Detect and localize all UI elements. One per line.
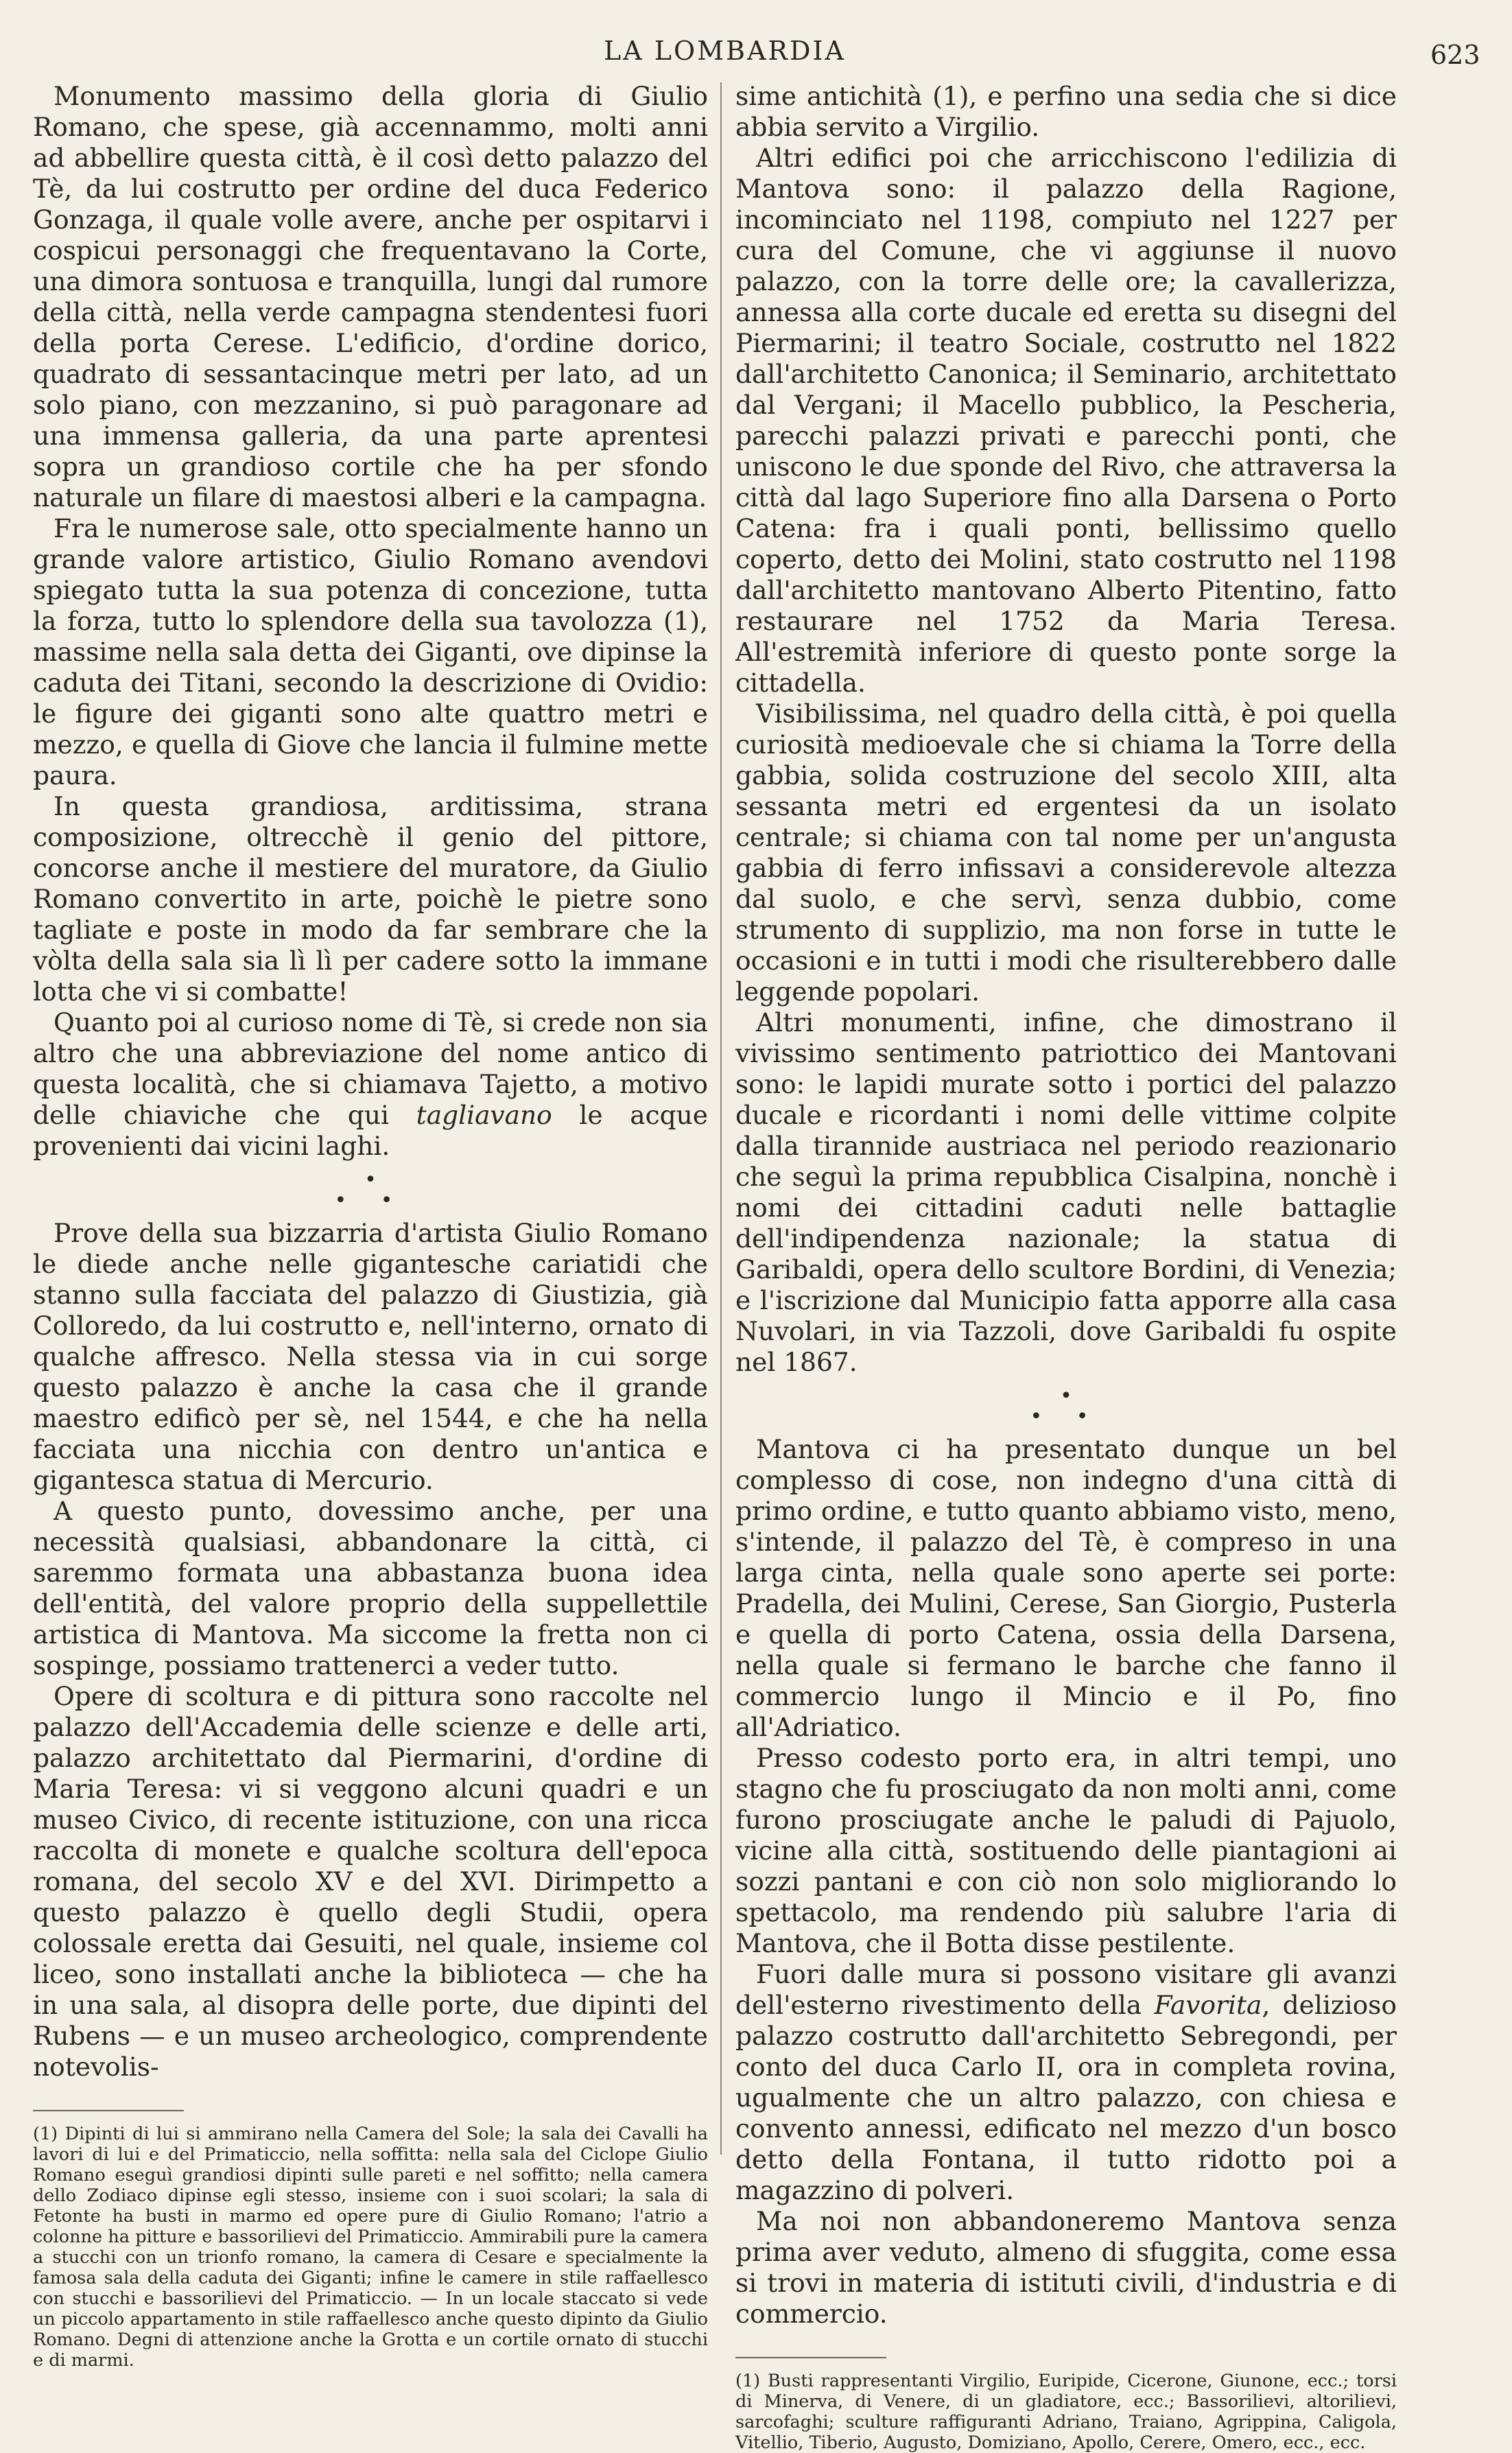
paragraph: Fra le numerose sale, otto specialmente hanno un grande valore artistico, Giulio Romano avendovi spiegato tutta la sua potenza di concezione, tutta la forza, tutto lo splendore della sua tavolozza (1), massime nella sala detta dei Giganti, ove dipinse la caduta dei Titani, secondo la descrizione di Ovidio: le figure dei giganti sono alte quattro metri e mezzo, e quella di Giove che lancia il fulmine mette paura. [33, 513, 708, 790]
footnote-rule [33, 2110, 184, 2111]
right-column [735, 81, 1397, 2453]
ornament-bottom: • • [334, 1188, 407, 1212]
paragraph-text: , delizioso palazzo costrutto dall'architetto Sebregondi, per conto del duca Carlo II, ora in completa rovina, ugualmente che un altro palazzo, con chiesa e convento annessi, edificato nel mezzo d'un bosco detto della Fontana, il tutto ridotto poi a magazzino di polveri. [735, 1990, 1397, 2205]
footnote: (1) Busti rappresentanti Virgilio, Euripide, Cicerone, Giunone, ecc.; torsi di Minerva, di Venere, di un gladiatore, ecc.; Bassorilievi, altorilievi, sarcofaghi; sculture raffiguranti Adriano, Traiano, Agrippina, Caligola, Vitellio, Tiberio, Augusto, Domiziano, Apollo, Cerere, Omero, ecc., ecc. [735, 2371, 1397, 2453]
page-number: 623 [1430, 40, 1480, 70]
paragraph: sime antichità (1), e perfino una sedia che si dice abbia servito a Virgilio. [735, 81, 1397, 142]
footnote-rule [735, 2357, 886, 2358]
paragraph: Mantova ci ha presentato dunque un bel complesso di cose, non indegno d'una città di primo ordine, e tutto quanto abbiamo visto, meno, s'intende, il palazzo del Tè, è compreso in una larga cinta, nella quale sono aperte sei porte: Pradella, dei Mulini, Cerese, San Giorgio, Pusterla e quella di porto Catena, ossia della Darsena, nella quale si fermano le barche che fanno il commercio lungo il Mincio e il Po, fino all'Adriatico. [735, 1434, 1397, 1742]
footnote: (1) Dipinti di lui si ammirano nella Camera del Sole; la sala dei Cavalli ha lavori di lui e del Primaticcio, nella soffitta: nella sala del Ciclope Giulio Romano eseguì grandiosi dipinti sulle pareti e nel soffitto; nella camera dello Zodiaco dipinse egli stesso, insieme con i suoi scolari; la sala di Fetonte ha busti in marmo ed opere pure di Giulio Romano; l'atrio a colonne ha pitture e bassorilievi del Primaticcio. Ammirabili pure la camera a stucchi con un trionfo romano, la camera di Cesare e specialmente la famosa sala della caduta dei Giganti; infine le camere in stile raffaellesco con stucchi e bassorilievi del Primaticcio. — In un locale staccato si vede un piccolo appartamento in stile raffaellesco anche questo dipinto da Giulio Romano. Degni di attenzione anche la Grotta e un cortile ornato di stucchi e di marmi. [33, 2124, 708, 2371]
paragraph: Ma noi non abbandoneremo Mantova senza prima aver veduto, almeno di sfuggita, come essa si trovi in materia di istituti civili, d'industria e di commercio. [735, 2206, 1397, 2329]
paragraph-text: Quanto poi al curioso nome di Tè, si crede non sia altro che una abbreviazione del nome antico di questa località, che si chiamava Tajetto, a motivo delle chiaviche che qui [33, 1007, 708, 1130]
paragraph: Visibilissima, nel quadro della città, è poi quella curiosità medioevale che si chiama la Torre della gabbia, solida costruzione del secolo XIII, alta sessanta metri ed ergentesi da un isolato centrale; si chiama con tal nome per un'angusta gabbia di ferro infissavi a considerevole altezza dal suolo, e che servì, senza dubbio, come strumento di supplizio, ma non forse in tutte le occasioni e in tutti i modi che risulterebbero dalle leggende popolari. [735, 699, 1397, 1007]
running-title: LA LOMBARDIA [604, 36, 846, 66]
ornament-top: • [1060, 1384, 1072, 1408]
page-header [0, 36, 1512, 77]
paragraph [33, 1007, 708, 1162]
section-ornament [33, 1170, 708, 1211]
italic-word: tagliavano [416, 1100, 552, 1130]
paragraph: Prove della sua bizzarria d'artista Giulio Romano le diede anche nelle gigantesche cariatidi che stanno sulla facciata del palazzo di Giustizia, già Colloredo, da lui costrutto e, nell'interno, ornato di qualche affresco. Nella stessa via in cui sorge questo palazzo è anche la casa che il grande maestro edificò per sè, nel 1544, e che ha nella facciata una nicchia con dentro un'antica e gigantesca statua di Mercurio. [33, 1218, 708, 1495]
paragraph: In questa grandiosa, arditissima, strana composizione, oltrecchè il genio del pittore, concorse anche il mestiere del muratore, da Giulio Romano convertito in arte, poichè le pietre sono tagliate e poste in modo da far sembrare che la vòlta della sala sia lì lì per cadere sotto la immane lotta che vi si combatte! [33, 791, 708, 1007]
paragraph [735, 1959, 1397, 2206]
section-ornament [735, 1386, 1397, 1427]
paragraph: Altri monumenti, infine, che dimostrano il vivissimo sentimento patriottico dei Mantovani sono: le lapidi murate sotto i portici del palazzo ducale e ricordanti i nomi delle vittime colpite dalla tirannide austriaca nel periodo reazionario che seguì la prima repubblica Cisalpina, nonchè i nomi dei cittadini caduti nelle battaglie dell'indipendenza nazionale; la statua di Garibaldi, opera dello scultore Bordini, di Venezia; e l'iscrizione dal Municipio fatta apporre alla casa Nuvolari, in via Tazzoli, dove Garibaldi fu ospite nel 1867. [735, 1007, 1397, 1377]
paragraph-text: le acque provenienti dai vicini laghi. [33, 1100, 708, 1161]
paragraph: Opere di scoltura e di pittura sono raccolte nel palazzo dell'Accademia delle scienze e delle arti, palazzo architettato dal Piermarini, d'ordine di Maria Teresa: vi si veggono alcuni quadri e un museo Civico, di recente istituzione, con una ricca raccolta di monete e qualche scoltura dell'epoca romana, del secolo XV e del XVI. Dirimpetto a questo palazzo è quello degli Studii, opera colossale eretta dai Gesuiti, nel quale, insieme col liceo, sono installati anche la biblioteca — che ha in una sala, al disopra delle porte, due dipinti del Rubens — e un museo archeologico, comprendente notevolis- [33, 1681, 708, 2082]
column-divider [720, 82, 722, 2155]
paragraph: Altri edifici poi che arricchiscono l'edilizia di Mantova sono: il palazzo della Ragione, incominciato nel 1198, compiuto nel 1227 per cura del Comune, che vi aggiunse il nuovo palazzo, con la torre delle ore; la cavallerizza, annessa alla corte ducale ed eretta su disegni del Piermarini; il teatro Sociale, costrutto nel 1822 dall'architetto Canonica; il Seminario, architettato dal Vergani; il Macello pubblico, la Pescheria, parecchi palazzi privati e parecchi ponti, che uniscono le due sponde del Rivo, che attraversa la città dal lago Superiore fino alla Darsena o Porto Catena: fra i quali ponti, bellissimo quello coperto, detto dei Molini, stato costrutto nel 1198 dall'architetto mantovano Alberto Pitentino, fatto restaurare nel 1752 da Maria Teresa. All'estremità inferiore di questo ponte sorge la cittadella. [735, 143, 1397, 698]
left-column [33, 81, 708, 2371]
paragraph-text: Fuori dalle mura si possono visitare gli avanzi dell'esterno rivestimento della [735, 1959, 1397, 2020]
paragraph: Presso codesto porto era, in altri tempi, uno stagno che fu prosciugato da non molti anni, come furono prosciugate anche le paludi di Pajuolo, vicine alla città, sostituendo delle piantagioni ai sozzi pantani e con ciò non solo migliorando lo spettacolo, ma rendendo più salubre l'aria di Mantova, che il Botta disse pestilente. [735, 1743, 1397, 1958]
ornament-bottom: • • [1030, 1405, 1102, 1429]
ornament-top: • [364, 1168, 377, 1192]
paragraph: Monumento massimo della gloria di Giulio Romano, che spese, già accennammo, molti anni ad abbellire questa città, è il così detto palazzo del Tè, da lui costrutto per ordine del duca Federico Gonzaga, il quale volle avere, anche per ospitarvi i cospicui personaggi che frequentavano la Corte, una dimora sontuosa e tranquilla, lungi dal rumore della città, nella verde campagna stendentesi fuori della porta Cerese. L'edificio, d'ordine dorico, quadrato di sessantacinque metri per lato, ad un solo piano, con mezzanino, si può paragonare ad una immensa galleria, da una parte aprentesi sopra un grandioso cortile che ha per sfondo naturale un filare di maestosi alberi e la campagna. [33, 81, 708, 513]
paragraph: A questo punto, dovessimo anche, per una necessità qualsiasi, abbandonare la città, ci saremmo formata una abbastanza buona idea dell'entità, del valore proprio della suppellettile artistica di Mantova. Ma siccome la fretta non ci sospinge, possiamo trattenerci a veder tutto. [33, 1496, 708, 1680]
italic-word: Favorita [1154, 1990, 1262, 2020]
